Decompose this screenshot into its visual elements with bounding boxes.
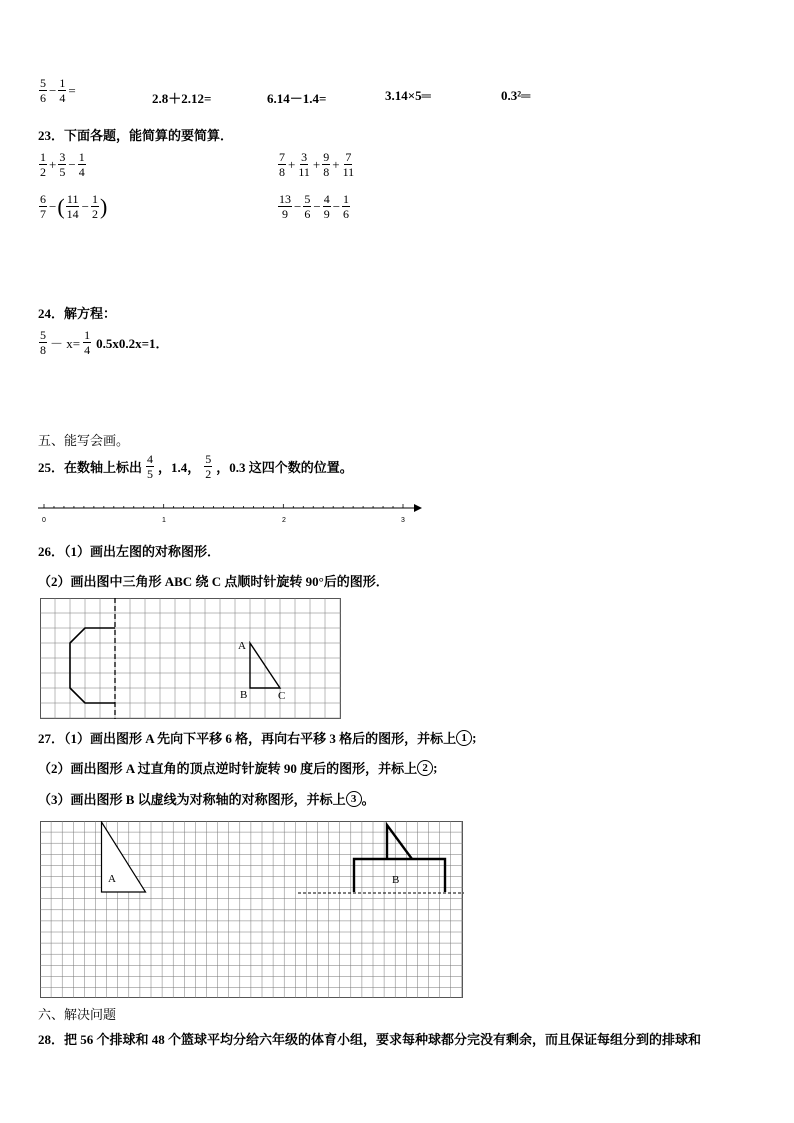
q27-line-2: （2）画出图形 A 过直角的顶点逆时针旋转 90 度后的图形，并标上 2 ; [38,759,438,776]
fraction: $\frac{4}{9}$ [323,192,330,221]
q23-expr-a: $\frac{1}{2}$ + $\frac{3}{5}$ − $\frac{1}{4}$ [40,150,85,179]
fraction: $\frac{4}{5}$ [147,452,154,481]
q23-expr-b: $\frac{7}{8}$ + $\frac{3}{11}$ + $\frac{9}{8}$ + $\frac{7}{11}$ [279,150,355,179]
q23-expr-d: $\frac{13}{9}$ − $\frac{5}{6}$ − $\frac{4}{9}$ − $\frac{1}{6}$ [279,192,350,221]
q24-equations: $\frac{5}{8}$ － x= $\frac{1}{4}$ 0.5x0.2x=1． [40,328,169,357]
fraction: $\frac{11}{14}$ [66,192,79,221]
label-b: B [240,689,248,701]
fraction: $\frac{1}{4}$ [78,150,85,179]
q27-line-1: 27．（1）画出图形 A 先向下平移 6 格，再向右平移 3 格后的图形，并标上 1 ; [38,729,477,746]
section-6-heading: 六、解决问题 [38,1007,117,1022]
fraction: $\frac{7}{11}$ [342,150,355,179]
number-line [30,498,430,528]
fraction: $\frac{1}{6}$ [343,192,350,221]
q28-text: 28．把 56 个排球和 48 个篮球平均分给六年级的体育小组，要求每种球都分完没有剩余，而且保证每组分到的排球和 [38,1032,702,1047]
tick-label-2: 2 [282,517,286,524]
fraction: $\frac{5}{8}$ [40,328,46,357]
q25-question: 25．在数轴上标出 $\frac{4}{5}$ ，1.4， $\frac{5}{2}$ ，0.3 这四个数的位置。 [38,452,353,481]
q22-expr-2: 2.8＋2.12= [152,91,212,106]
circled-mark-2: 2 [417,760,433,776]
q23-expr-c: $\frac{6}{7}$ − ( $\frac{11}{14}$ − $\frac{1}{2}$ ) [40,192,108,221]
fraction: $\frac{1}{4}$ [84,328,91,357]
q22-expr-1: $\frac{5}{6}$ − $\frac{1}{4}$ = [40,76,76,105]
q27-line-3: （3）画出图形 B 以虚线为对称轴的对称图形，并标上 3 。 [38,792,375,807]
q27-grid [40,821,465,999]
fraction: $\frac{1}{4}$ [59,76,66,105]
tick-label-1: 1 [162,517,166,524]
circled-mark-3: 3 [346,791,362,807]
q22-expr-5: 0.3²═ [501,88,531,103]
fraction: $\frac{5}{6}$ [40,76,46,105]
shape-a-label: A [108,873,116,885]
shape-b-label: B [392,874,400,886]
fraction: $\frac{6}{7}$ [40,192,46,221]
fraction: $\frac{1}{2}$ [92,192,99,221]
tick-label-0: 0 [42,517,46,524]
fraction: $\frac{3}{11}$ [298,150,310,179]
label-a: A [238,640,246,652]
label-c: C [278,690,286,702]
fraction: $\frac{9}{8}$ [323,150,330,179]
circled-mark-1: 1 [456,730,472,746]
section-5-heading: 五、能写会画。 [38,433,130,448]
fraction: $\frac{1}{2}$ [40,150,46,179]
q22-expr-3: 6.14－1.4= [267,91,327,106]
fraction: $\frac{7}{8}$ [279,150,285,179]
q26-line-2: （2）画出图中三角形 ABC 绕 C 点顺时针旋转 90°后的图形． [38,574,389,589]
q22-expr-4: 3.14×5═ [385,88,431,103]
q24-title: 24．解方程： [38,306,117,321]
q26-line-1: 26．（1）画出左图的对称图形． [38,544,221,559]
q26-grid [40,598,342,720]
fraction: $\frac{13}{9}$ [279,192,291,221]
fraction: $\frac{5}{6}$ [304,192,311,221]
fraction: $\frac{3}{5}$ [59,150,66,179]
tick-label-3: 3 [401,517,405,524]
q23-title: 23．下面各题，能简算的要简算． [38,128,234,143]
fraction: $\frac{5}{2}$ [205,452,212,481]
